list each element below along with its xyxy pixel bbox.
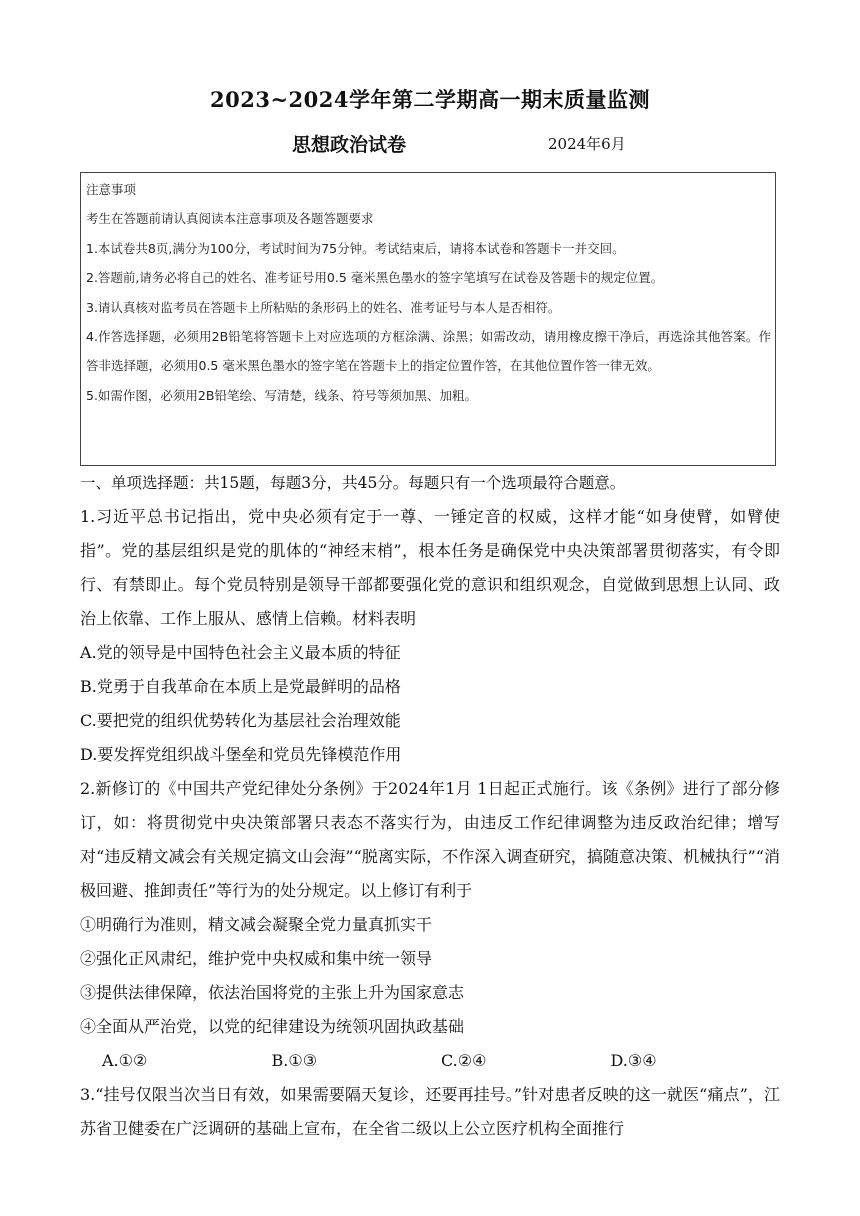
question-2-stem: 2.新修订的《中国共产党纪律处分条例》于2024年1月 1日起正式施行。该《条例》进行了部分修订，如：将贯彻党中央决策部署只表态不落实行为，由违反工作纪律调整为违反政治纪律；增写对“违反精文减会有关规定搞文山会海”“脱离实际，不作深入调查研究，搞随意决策、机械执行”“消极回避、推卸责任”等行为的处分规定。以上修订有利于 [80, 779, 780, 900]
notice-item: 2.答题前,请务必将自己的姓名、准考证号用0.5 毫米黑色墨水的签字笔填写在试卷及答题卡的规定位置。 [86, 270, 664, 286]
exam-title: 2023~2024学年第二学期高一期末质量监测 [210, 87, 650, 112]
question-2-statement-3: ③提供法律保障，依法治国将党的主张上升为国家意志 [80, 983, 465, 1002]
notice-box [80, 172, 776, 466]
notice-heading: 注意事项 [86, 182, 137, 197]
question-1-stem: 1.习近平总书记指出，党中央必须有定于一尊、一锤定音的权威，这样才能“如身使臂，如臂使指”。党的基层组织是党的肌体的“神经末梢”，根本任务是确保党中央决策部署贯彻落实，有令即行、有禁即止。每个党员特别是领导干部都要强化党的意识和组织观念，自觉做到思想上认同、政治上依靠、工作上服从、感情上信赖。材料表明 [80, 507, 780, 628]
question-1-option-a: A.党的领导是中国特色社会主义最本质的特征 [80, 643, 401, 662]
notice-item: 1.本试卷共8页,满分为100分，考试时间为75分钟。考试结束后，请将本试卷和答题卡一并交回。 [86, 240, 625, 256]
exam-subject: 思想政治试卷 [292, 134, 407, 156]
question-2-statement-4: ④全面从严治党，以党的纪律建设为统领巩固执政基础 [80, 1017, 465, 1036]
notice-item: 5.如需作图，必须用2B铅笔绘、写清楚，线条、符号等须加黑、加粗。 [86, 387, 477, 403]
notice-item: 4.作答选择题，必须用2B铅笔将答题卡上对应选项的方框涂满、涂黑；如需改动，请用橡皮擦干净后，再选涂其他答案。作答非选择题，必须用0.5 毫米黑色墨水的签字笔在答题卡上的指定位置作答，在其他位置作答一律无效。 [86, 329, 771, 374]
question-2-statement-1: ①明确行为准则，精文减会凝聚全党力量真抓实干 [80, 915, 433, 934]
notice-item: 3.请认真核对监考员在答题卡上所粘贴的条形码上的姓名、准考证号与本人是否相符。 [86, 299, 561, 315]
question-3-stem: 3.“挂号仅限当次当日有效，如果需要隔天复诊，还要再挂号。”针对患者反映的这一就医“痛点”，江苏省卫健委在广泛调研的基础上宣布，在全省二级以上公立医疗机构全面推行 [80, 1085, 780, 1138]
question-2-option-d: D.③④ [610, 1051, 657, 1070]
question-1-option-d: D.要发挥党组织战斗堡垒和党员先锋模范作用 [80, 745, 402, 764]
question-2-options [80, 1044, 780, 1078]
question-2-option-b: B.①③ [271, 1051, 318, 1070]
question-1-option-b: B.党勇于自我革命在本质上是党最鲜明的品格 [80, 677, 401, 696]
question-1-option-c: C.要把党的组织优势转化为基层社会治理效能 [80, 711, 401, 730]
question-2-statement-2: ②强化正风肃纪，维护党中央权威和集中统一领导 [80, 949, 433, 968]
section-heading: 一、单项选择题：共15题，每题3分，共45分。每题只有一个选项最符合题意。 [80, 474, 626, 492]
question-2-option-a: A.①② [102, 1051, 148, 1070]
exam-date: 2024年6月 [548, 135, 626, 153]
question-2-option-c: C.②④ [441, 1051, 487, 1070]
subtitle-row [0, 130, 860, 160]
questions-body [80, 466, 780, 1146]
notice-intro: 考生在答题前请认真阅读本注意事项及各题答题要求 [86, 211, 374, 227]
